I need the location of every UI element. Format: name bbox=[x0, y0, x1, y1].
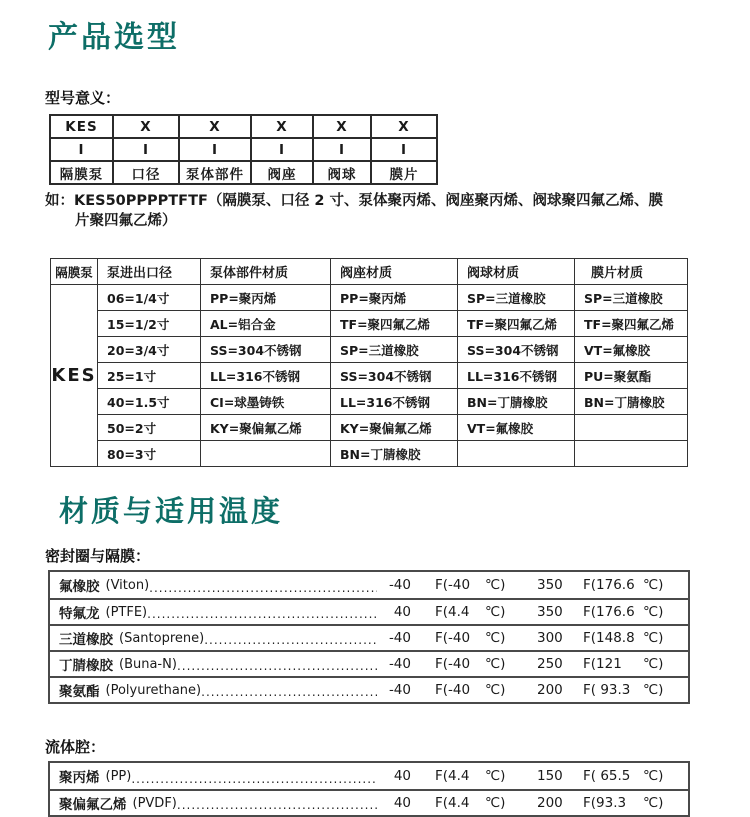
model-cell: KES bbox=[50, 115, 113, 138]
dot-leader bbox=[204, 633, 377, 650]
min-temp-c-open: F(-40 bbox=[435, 630, 471, 646]
cell-body bbox=[201, 441, 331, 467]
max-temp-c-unit: ℃) bbox=[643, 604, 664, 620]
max-temp-c-unit: ℃) bbox=[643, 656, 664, 672]
min-temp-c-unit: ℃) bbox=[485, 682, 506, 698]
model-cell: I bbox=[50, 138, 113, 161]
max-temp-c-unit: ℃) bbox=[643, 682, 664, 698]
min-temp-f: 40 bbox=[393, 795, 411, 811]
max-temp-c-open: F(148.8 bbox=[583, 630, 635, 646]
min-temp-c-open: F(4.4 bbox=[435, 768, 470, 784]
material-name-cn: 聚丙烯 bbox=[59, 770, 100, 786]
header-seat-material: 阀座材质 bbox=[331, 259, 458, 285]
min-temp-c-open: F(-40 bbox=[435, 682, 471, 698]
min-temp-f: -40 bbox=[388, 577, 411, 593]
cell-ball: LL=316不锈钢 bbox=[458, 363, 575, 389]
model-cell: 阀球 bbox=[313, 161, 371, 184]
model-code-row bbox=[50, 161, 437, 184]
min-temp-c-open: F(-40 bbox=[435, 656, 471, 672]
material-name-en: (PP) bbox=[105, 768, 132, 784]
cell-diaphragm: VT=氟橡胶 bbox=[575, 337, 688, 363]
cell-size: 15=1/2寸 bbox=[98, 311, 201, 337]
model-cell: X bbox=[179, 115, 251, 138]
example-line-1: 如：KES50PPPPTFTF（隔膜泵、口径 2 寸、泵体聚丙烯、阀座聚丙烯、阀球聚四氟乙烯、膜 bbox=[45, 193, 664, 209]
dot-leader bbox=[177, 659, 377, 676]
min-temp-c-open: F(4.4 bbox=[435, 604, 470, 620]
selection-row bbox=[51, 441, 688, 467]
model-code-row bbox=[50, 115, 437, 138]
min-temp-c-unit: ℃) bbox=[485, 795, 506, 811]
page-title: 产品选型 bbox=[48, 20, 180, 55]
cell-diaphragm: SP=三道橡胶 bbox=[575, 285, 688, 311]
min-temp-f: 40 bbox=[393, 604, 411, 620]
dot-leader bbox=[149, 581, 377, 598]
min-temp-f: 40 bbox=[393, 768, 411, 784]
max-temp-c-open: F( 93.3 bbox=[583, 682, 631, 698]
max-temp-f: 250 bbox=[537, 656, 563, 672]
cell-seat: SS=304不锈钢 bbox=[331, 363, 458, 389]
max-temp-c-open: F(121 bbox=[583, 656, 622, 672]
model-cell: X bbox=[313, 115, 371, 138]
model-cell: I bbox=[179, 138, 251, 161]
material-name-cn: 聚氨酯 bbox=[59, 684, 100, 700]
selection-row bbox=[51, 337, 688, 363]
dot-leader bbox=[201, 685, 377, 702]
cell-seat: LL=316不锈钢 bbox=[331, 389, 458, 415]
max-temp-c-unit: ℃) bbox=[643, 577, 664, 593]
example-line-2: 片聚四氟乙烯） bbox=[75, 213, 177, 229]
cell-body: SS=304不锈钢 bbox=[201, 337, 331, 363]
cell-diaphragm bbox=[575, 441, 688, 467]
model-cell: 膜片 bbox=[371, 161, 437, 184]
selection-row bbox=[51, 311, 688, 337]
cell-body: CI=球墨铸铁 bbox=[201, 389, 331, 415]
cell-ball: VT=氟橡胶 bbox=[458, 415, 575, 441]
header-diaphragm-pump: 隔膜泵 bbox=[51, 259, 98, 285]
cell-ball: SS=304不锈钢 bbox=[458, 337, 575, 363]
max-temp-c-open: F( 65.5 bbox=[583, 768, 631, 784]
min-temp-c-open: F(-40 bbox=[435, 577, 471, 593]
material-name-en: (PVDF) bbox=[132, 795, 177, 811]
max-temp-c-unit: ℃) bbox=[643, 630, 664, 646]
cell-seat: PP=聚丙烯 bbox=[331, 285, 458, 311]
header-diaphragm-material: 膜片材质 bbox=[575, 259, 688, 285]
material-name-cn: 三道橡胶 bbox=[59, 632, 113, 648]
max-temp-f: 200 bbox=[537, 682, 563, 698]
cell-seat: KY=聚偏氟乙烯 bbox=[331, 415, 458, 441]
max-temp-f: 350 bbox=[537, 577, 563, 593]
cell-diaphragm: TF=聚四氟乙烯 bbox=[575, 311, 688, 337]
section-title-materials-temperature: 材质与适用温度 bbox=[59, 494, 284, 528]
cell-diaphragm: PU=聚氨酯 bbox=[575, 363, 688, 389]
material-name-cn: 聚偏氟乙烯 bbox=[59, 797, 127, 813]
cell-seat: TF=聚四氟乙烯 bbox=[331, 311, 458, 337]
min-temp-f: -40 bbox=[388, 682, 411, 698]
material-name-en: (Polyurethane) bbox=[105, 682, 202, 698]
model-cell: I bbox=[251, 138, 313, 161]
cell-size: 20=3/4寸 bbox=[98, 337, 201, 363]
min-temp-c-unit: ℃) bbox=[485, 630, 506, 646]
model-cell: I bbox=[113, 138, 179, 161]
temp-row bbox=[50, 572, 688, 598]
cell-seat: BN=丁腈橡胶 bbox=[331, 441, 458, 467]
brand-cell: KES bbox=[51, 285, 98, 467]
fluid-chamber-label: 流体腔： bbox=[45, 738, 106, 756]
cell-ball: TF=聚四氟乙烯 bbox=[458, 311, 575, 337]
max-temp-c-unit: ℃) bbox=[643, 768, 664, 784]
min-temp-c-unit: ℃) bbox=[485, 577, 506, 593]
cell-ball bbox=[458, 441, 575, 467]
min-temp-f: -40 bbox=[388, 656, 411, 672]
cell-ball: SP=三道橡胶 bbox=[458, 285, 575, 311]
fluid-temperature-table bbox=[48, 761, 690, 817]
model-cell: 泵体部件 bbox=[179, 161, 251, 184]
cell-diaphragm: BN=丁腈橡胶 bbox=[575, 389, 688, 415]
temp-row bbox=[50, 789, 688, 815]
selection-row bbox=[51, 285, 688, 311]
model-cell: I bbox=[371, 138, 437, 161]
header-ball-material: 阀球材质 bbox=[458, 259, 575, 285]
min-temp-c-unit: ℃) bbox=[485, 768, 506, 784]
max-temp-c-open: F(176.6 bbox=[583, 604, 635, 620]
temp-row bbox=[50, 624, 688, 650]
dot-leader bbox=[131, 772, 377, 789]
cell-size: 40=1.5寸 bbox=[98, 389, 201, 415]
max-temp-c-open: F(176.6 bbox=[583, 577, 635, 593]
max-temp-c-open: F(93.3 bbox=[583, 795, 627, 811]
max-temp-f: 150 bbox=[537, 768, 563, 784]
max-temp-f: 300 bbox=[537, 630, 563, 646]
max-temp-c-unit: ℃) bbox=[643, 795, 664, 811]
selection-header-row bbox=[51, 259, 688, 285]
material-name-cn: 丁腈橡胶 bbox=[59, 658, 113, 674]
material-name-en: (PTFE) bbox=[105, 604, 148, 620]
dot-leader bbox=[177, 798, 377, 815]
model-cell: 口径 bbox=[113, 161, 179, 184]
example-text bbox=[45, 191, 725, 231]
min-temp-c-open: F(4.4 bbox=[435, 795, 470, 811]
cell-diaphragm bbox=[575, 415, 688, 441]
seal-diaphragm-label: 密封圈与隔膜： bbox=[45, 547, 151, 565]
cell-seat: SP=三道橡胶 bbox=[331, 337, 458, 363]
min-temp-f: -40 bbox=[388, 630, 411, 646]
header-body-material: 泵体部件材质 bbox=[201, 259, 331, 285]
temp-row bbox=[50, 598, 688, 624]
min-temp-c-unit: ℃) bbox=[485, 656, 506, 672]
material-selection-table bbox=[50, 258, 688, 467]
material-name-en: (Buna-N) bbox=[119, 656, 177, 672]
model-cell: 阀座 bbox=[251, 161, 313, 184]
material-name-en: (Santoprene) bbox=[119, 630, 205, 646]
cell-size: 50=2寸 bbox=[98, 415, 201, 441]
cell-body: AL=铝合金 bbox=[201, 311, 331, 337]
model-cell: X bbox=[371, 115, 437, 138]
temp-row bbox=[50, 763, 688, 789]
dot-leader bbox=[147, 607, 377, 624]
cell-body: LL=316不锈钢 bbox=[201, 363, 331, 389]
model-code-table bbox=[49, 114, 438, 185]
material-name-cn: 特氟龙 bbox=[59, 606, 100, 622]
material-name-en: (Viton) bbox=[105, 577, 150, 593]
material-name-cn: 氟橡胶 bbox=[59, 579, 100, 595]
selection-row bbox=[51, 415, 688, 441]
cell-body: PP=聚丙烯 bbox=[201, 285, 331, 311]
model-cell: X bbox=[251, 115, 313, 138]
model-cell: I bbox=[313, 138, 371, 161]
cell-size: 80=3寸 bbox=[98, 441, 201, 467]
temp-row bbox=[50, 650, 688, 676]
selection-row bbox=[51, 389, 688, 415]
cell-body: KY=聚偏氟乙烯 bbox=[201, 415, 331, 441]
model-cell: 隔膜泵 bbox=[50, 161, 113, 184]
model-cell: X bbox=[113, 115, 179, 138]
selection-row bbox=[51, 363, 688, 389]
model-code-row bbox=[50, 138, 437, 161]
cell-ball: BN=丁腈橡胶 bbox=[458, 389, 575, 415]
seal-temperature-table bbox=[48, 570, 690, 704]
max-temp-f: 350 bbox=[537, 604, 563, 620]
temp-row bbox=[50, 676, 688, 702]
cell-size: 06=1/4寸 bbox=[98, 285, 201, 311]
min-temp-c-unit: ℃) bbox=[485, 604, 506, 620]
max-temp-f: 200 bbox=[537, 795, 563, 811]
model-meaning-label: 型号意义： bbox=[45, 89, 121, 107]
cell-size: 25=1寸 bbox=[98, 363, 201, 389]
header-port-size: 泵进出口径 bbox=[98, 259, 201, 285]
